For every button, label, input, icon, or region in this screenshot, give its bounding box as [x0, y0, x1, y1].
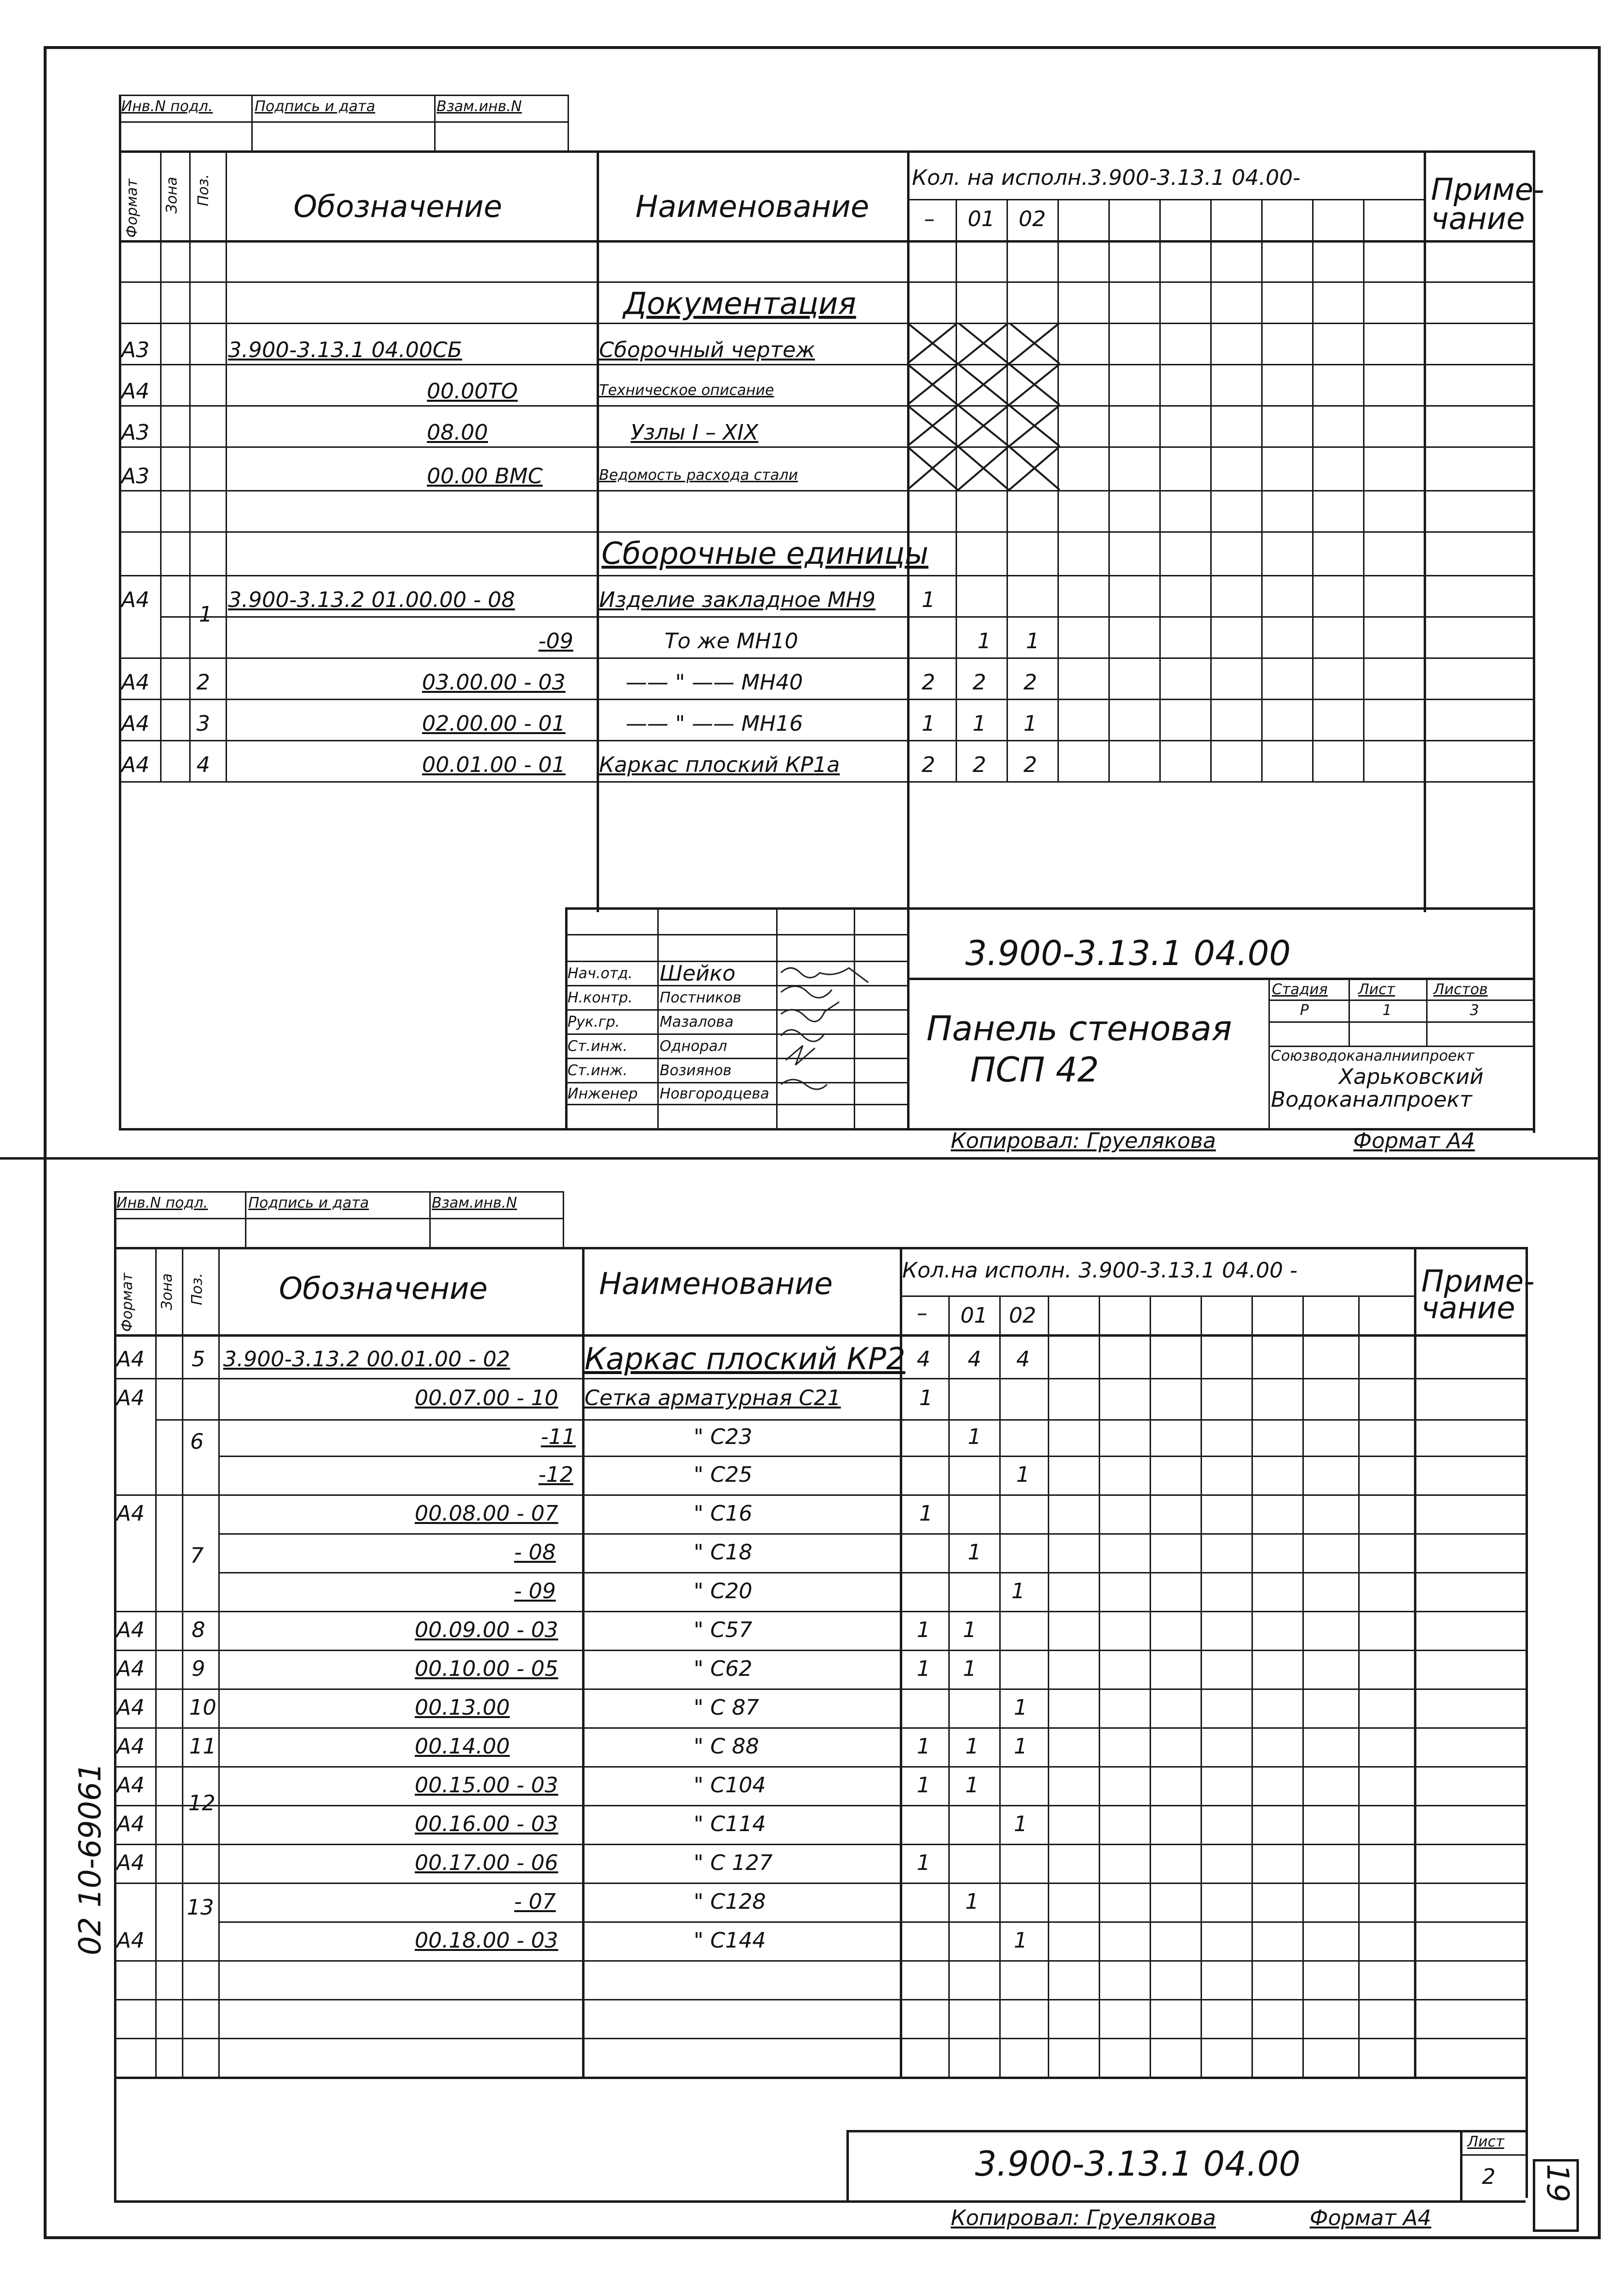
copied-by: Копировал: Груелякова: [951, 1129, 1216, 1153]
row-qty: 1: [968, 1425, 981, 1449]
row-qty: 1: [965, 1773, 979, 1798]
col-note-2: чание: [1431, 201, 1525, 236]
org-name-3: Водоканалпроект: [1271, 1087, 1472, 1112]
row-name: " С62: [694, 1656, 752, 1681]
row-format: А4: [116, 1695, 145, 1720]
side-code: 02 10-69061: [72, 1762, 108, 1955]
doc-title-1: Панель стеновая: [926, 1009, 1232, 1048]
section-documentation: Документация: [623, 286, 856, 321]
row-qty: 1: [919, 1501, 933, 1526]
stage-label: Стадия: [1272, 981, 1328, 998]
row-name: Каркас плоский КР1а: [599, 753, 840, 777]
row-pos: 8: [192, 1618, 205, 1642]
sheet-label: Лист: [1467, 2133, 1505, 2150]
row-designation: 3.900-3.13.2 00.01.00 - 02: [223, 1347, 510, 1372]
doc-code: 3.900-3.13.1 04.00: [965, 934, 1291, 973]
col-pos: Поз.: [189, 1273, 206, 1305]
row-name: " С128: [694, 1889, 766, 1914]
row-qty: 1: [1014, 1734, 1027, 1759]
row-qty: 1: [1014, 1928, 1027, 1953]
row-format: А4: [116, 1812, 145, 1836]
row-name: Сетка арматурная С21: [585, 1386, 841, 1410]
row-name: " С144: [694, 1928, 766, 1953]
sheet-value: 2: [1482, 2164, 1495, 2189]
row-format: А4: [116, 1656, 145, 1681]
person-name: Шейко: [660, 961, 736, 986]
row-designation: 00.16.00 - 03: [415, 1812, 558, 1836]
row-pos: 6: [190, 1429, 204, 1454]
row-qty: 1: [963, 1618, 976, 1642]
sign-date-label: Подпись и дата: [248, 1195, 369, 1212]
person-role: Ст.инж.: [568, 1062, 628, 1079]
row-qty: 2: [973, 753, 986, 777]
doc-code: 3.900-3.13.1 04.00: [975, 2144, 1300, 2184]
row-format: А4: [121, 588, 150, 612]
col-pos: Поз.: [195, 174, 212, 206]
row-qty: 4: [917, 1347, 930, 1372]
row-pos: 9: [192, 1656, 205, 1681]
qty-01: 01: [960, 1303, 988, 1328]
row-designation: - 09: [514, 1579, 556, 1604]
row-qty: 1: [968, 1540, 981, 1565]
row-format: А4: [121, 670, 150, 695]
row-designation: 00.00ТО: [427, 379, 518, 404]
row-qty: 2: [922, 670, 935, 695]
col-format: Формат: [124, 179, 141, 238]
row-name: " С18: [694, 1540, 752, 1565]
format-label: Формат А4: [1353, 1129, 1475, 1153]
row-name: Сборочный чертеж: [599, 338, 815, 362]
row-designation: 00.14.00: [415, 1734, 510, 1759]
row-name: Каркас плоский КР2: [585, 1341, 906, 1376]
sheet-divider: [0, 1157, 1601, 1160]
person-name: Однорал: [660, 1038, 727, 1055]
org-name-2: Харьковский: [1339, 1065, 1484, 1089]
row-name: " С104: [694, 1773, 766, 1798]
row-name: " С57: [694, 1618, 752, 1642]
person-name: Возиянов: [660, 1062, 732, 1079]
row-name: —— " —— МН16: [626, 711, 803, 736]
col-format: Формат: [119, 1273, 136, 1332]
row-format: А4: [116, 1851, 145, 1875]
row-name: " С 88: [694, 1734, 759, 1759]
page-number: 19: [1540, 2164, 1575, 2202]
row-designation: 00.10.00 - 05: [415, 1656, 558, 1681]
row-format: А4: [116, 1734, 145, 1759]
inv-no-label: Инв.N подл.: [116, 1195, 208, 1212]
row-pos: 3: [196, 711, 210, 736]
person-role: Нач.отд.: [568, 965, 633, 982]
row-qty: 1: [917, 1656, 930, 1681]
row-format: А4: [121, 379, 150, 404]
sheet-value: 1: [1382, 1002, 1392, 1019]
row-designation: - 08: [514, 1540, 556, 1565]
row-qty: 1: [919, 1386, 933, 1410]
row-format: А4: [116, 1928, 145, 1953]
sheets-value: 3: [1470, 1002, 1479, 1019]
row-qty: 1: [1014, 1695, 1027, 1720]
row-format: А4: [116, 1618, 145, 1642]
person-role: Инженер: [568, 1085, 638, 1102]
col-zone: Зона: [163, 177, 180, 213]
row-pos: 13: [187, 1895, 214, 1920]
row-name: То же МН10: [665, 629, 798, 654]
row-designation: 00.13.00: [415, 1695, 510, 1720]
row-designation: 3.900-3.13.1 04.00СБ: [228, 338, 462, 362]
row-name: " С23: [694, 1425, 752, 1449]
row-qty: 1: [1014, 1812, 1027, 1836]
row-format: А4: [121, 753, 150, 777]
row-pos: 2: [196, 670, 210, 695]
row-name: " С114: [694, 1812, 766, 1836]
row-format: А4: [116, 1347, 145, 1372]
row-qty: 2: [973, 670, 986, 695]
col-zone: Зона: [159, 1273, 176, 1310]
row-pos: 4: [196, 753, 210, 777]
sign-date-label: Подпись и дата: [255, 98, 375, 115]
row-designation: -12: [538, 1462, 573, 1487]
row-qty: 1: [963, 1656, 976, 1681]
qty-title: Кол.на исполн. 3.900-3.13.1 04.00 -: [902, 1258, 1298, 1283]
row-designation: 02.00.00 - 01: [422, 711, 566, 736]
row-qty: 2: [1023, 753, 1037, 777]
sheet-label: Лист: [1358, 981, 1396, 998]
row-designation: 00.01.00 - 01: [422, 753, 566, 777]
replace-inv-label: Взам.инв.N: [432, 1195, 517, 1212]
qty-dash: –: [924, 207, 935, 231]
row-designation: -11: [541, 1425, 576, 1449]
row-qty: 1: [917, 1851, 930, 1875]
col-name: Наименование: [599, 1266, 833, 1301]
row-qty: 1: [1016, 1462, 1030, 1487]
row-format: А4: [116, 1386, 145, 1410]
row-qty: 1: [1011, 1579, 1025, 1604]
row-designation: 00.18.00 - 03: [415, 1928, 558, 1953]
row-format: А4: [116, 1773, 145, 1798]
row-format: А4: [121, 711, 150, 736]
row-name: Техническое описание: [599, 382, 774, 399]
person-role: Рук.гр.: [568, 1014, 620, 1031]
col-designation: Обозначение: [279, 1271, 488, 1306]
row-name: Ведомость расхода стали: [599, 467, 798, 484]
row-designation: 3.900-3.13.2 01.00.00 - 08: [228, 588, 515, 612]
person-name: Мазалова: [660, 1014, 734, 1031]
doc-title-2: ПСП 42: [970, 1050, 1099, 1090]
row-designation: 00.09.00 - 03: [415, 1618, 558, 1642]
row-designation: 03.00.00 - 03: [422, 670, 566, 695]
format-label: Формат А4: [1310, 2206, 1431, 2230]
row-format: А3: [121, 338, 150, 362]
stage-value: Р: [1300, 1002, 1309, 1019]
person-name: Новгородцева: [660, 1085, 769, 1102]
row-designation: 00.00 ВМС: [427, 464, 543, 489]
row-pos: 11: [189, 1734, 216, 1759]
col-designation: Обозначение: [293, 189, 503, 224]
row-pos: 7: [190, 1543, 204, 1568]
row-qty: 2: [922, 753, 935, 777]
row-qty: 1: [973, 711, 986, 736]
row-qty: 1: [965, 1889, 979, 1914]
row-qty: 1: [965, 1734, 979, 1759]
cross-box: [907, 323, 1060, 490]
row-designation: -09: [538, 629, 573, 654]
col-name: Наименование: [635, 189, 869, 224]
row-designation: 08.00: [427, 420, 488, 445]
row-format: А3: [121, 420, 150, 445]
col-note-1: Приме-: [1421, 1263, 1535, 1299]
qty-02: 02: [1009, 1303, 1036, 1328]
row-designation: 00.08.00 - 07: [415, 1501, 558, 1526]
replace-inv-label: Взам.инв.N: [437, 98, 522, 115]
inv-no-label: Инв.N подл.: [121, 98, 213, 115]
qty-dash: –: [917, 1301, 927, 1326]
row-qty: 4: [1016, 1347, 1030, 1372]
qty-title: Кол. на исполн.3.900-3.13.1 04.00-: [912, 165, 1300, 190]
qty-02: 02: [1019, 207, 1046, 231]
row-qty: 1: [1023, 711, 1037, 736]
row-pos: 5: [192, 1347, 205, 1372]
row-name: Изделие закладное МН9: [599, 588, 876, 612]
row-format: А4: [116, 1501, 145, 1526]
col-note-2: чание: [1421, 1290, 1515, 1326]
row-name: —— " —— МН40: [626, 670, 803, 695]
row-name: " С20: [694, 1579, 752, 1604]
row-qty: 1: [977, 629, 991, 654]
row-name: " С16: [694, 1501, 752, 1526]
copied-by: Копировал: Груелякова: [951, 2206, 1216, 2230]
row-name: " С25: [694, 1462, 752, 1487]
row-name: " С 127: [694, 1851, 773, 1875]
row-designation: - 07: [514, 1889, 556, 1914]
row-qty: 1: [917, 1734, 930, 1759]
section-assemblies: Сборочные единицы: [601, 536, 929, 571]
row-qty: 2: [1023, 670, 1037, 695]
signature-scribbles: [776, 958, 893, 1104]
row-designation: 00.15.00 - 03: [415, 1773, 558, 1798]
row-designation: 00.07.00 - 10: [415, 1386, 558, 1410]
person-role: Н.контр.: [568, 989, 633, 1006]
row-name: " С 87: [694, 1695, 759, 1720]
col-note-1: Приме-: [1431, 172, 1544, 207]
row-pos: 1: [199, 602, 212, 627]
row-pos: 12: [188, 1791, 215, 1816]
row-pos: 10: [189, 1695, 216, 1720]
row-format: А3: [121, 464, 150, 489]
org-name-1: Союзводоканалниипроект: [1271, 1048, 1474, 1065]
person-name: Постников: [660, 989, 742, 1006]
row-qty: 1: [917, 1773, 930, 1798]
row-qty: 1: [1026, 629, 1039, 654]
row-designation: 00.17.00 - 06: [415, 1851, 558, 1875]
qty-01: 01: [968, 207, 995, 231]
row-qty: 1: [922, 711, 935, 736]
row-qty: 4: [968, 1347, 981, 1372]
person-role: Ст.инж.: [568, 1038, 628, 1055]
row-name: Узлы I – XIX: [631, 420, 759, 445]
row-qty: 1: [922, 588, 935, 612]
sheets-label: Листов: [1433, 981, 1488, 998]
row-qty: 1: [917, 1618, 930, 1642]
